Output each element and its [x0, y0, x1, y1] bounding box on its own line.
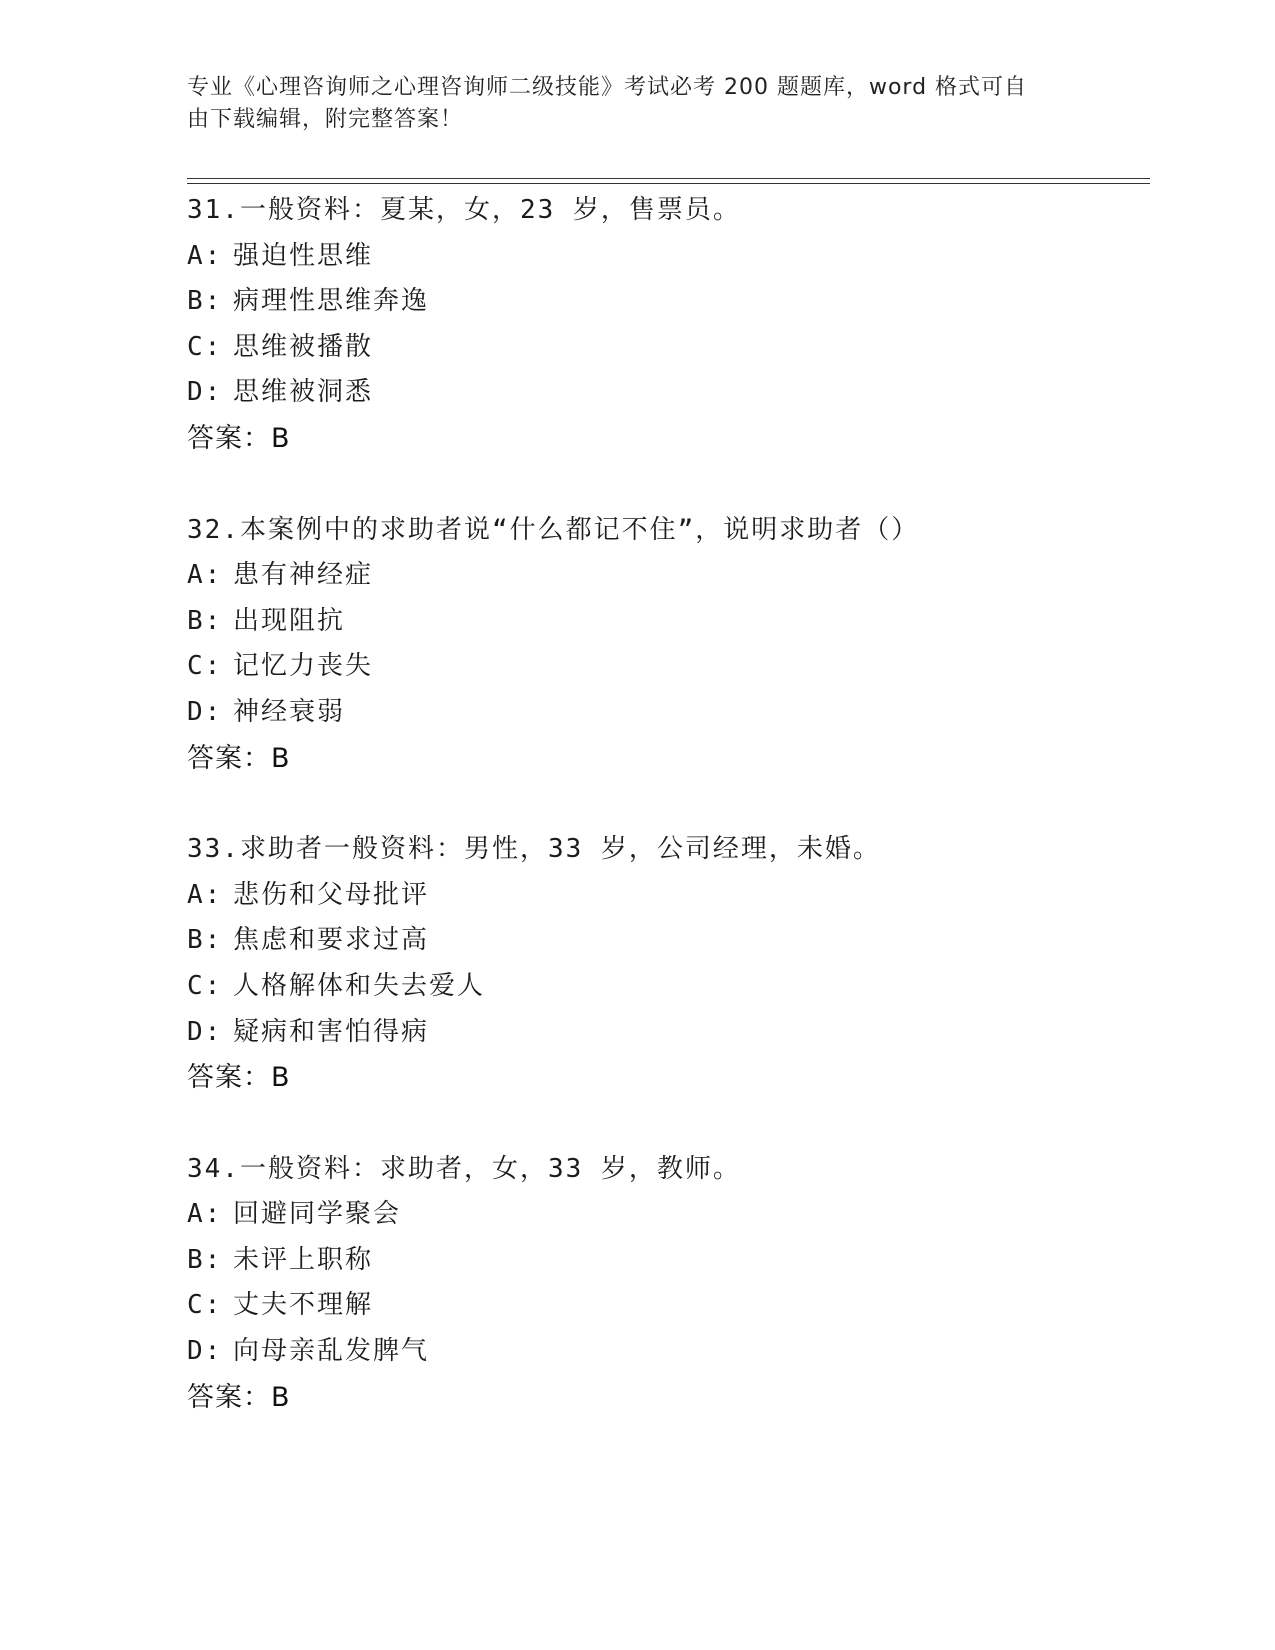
option-d [187, 690, 1187, 736]
option-text: 丈夫不理解 [233, 1290, 374, 1321]
option-a [187, 553, 1187, 599]
option-a [187, 234, 1187, 280]
option-c [187, 1283, 1187, 1329]
option-letter: D: [187, 377, 223, 408]
option-letter: B: [187, 1244, 223, 1275]
answer-line: 答案：B [187, 1062, 291, 1094]
option-letter: A: [187, 879, 223, 910]
question-title: 33.求助者一般资料：男性，33 岁，公司经理，未婚。 [187, 834, 881, 865]
option-b [187, 599, 1187, 645]
option-a [187, 1192, 1187, 1238]
option-text: 记忆力丧失 [233, 651, 374, 682]
question-31 [187, 188, 1187, 462]
question-33 [187, 827, 1187, 1101]
option-c [187, 964, 1187, 1010]
option-letter: D: [187, 1336, 223, 1367]
option-letter: C: [187, 331, 223, 362]
option-text: 焦虑和要求过高 [233, 925, 430, 956]
answer-line: 答案：B [187, 422, 291, 454]
question-title: 34.一般资料：求助者，女，33 岁，教师。 [187, 1153, 741, 1184]
option-d [187, 370, 1187, 416]
option-letter: B: [187, 925, 223, 956]
question-title: 31.一般资料：夏某，女，23 岁，售票员。 [187, 195, 741, 225]
document-header [187, 72, 1067, 136]
option-text: 思维被洞悉 [233, 377, 374, 408]
option-letter: A: [187, 240, 223, 271]
question-list [187, 188, 1187, 1466]
option-b [187, 279, 1187, 325]
question-32 [187, 508, 1187, 782]
option-text: 强迫性思维 [233, 240, 374, 271]
answer-line: 答案：B [187, 742, 291, 774]
option-text: 回避同学聚会 [233, 1199, 402, 1230]
option-text: 出现阻抗 [233, 605, 346, 636]
option-text: 疑病和害怕得病 [233, 1016, 430, 1047]
option-c [187, 325, 1187, 371]
option-text: 未评上职称 [233, 1244, 374, 1275]
question-34 [187, 1147, 1187, 1421]
option-letter: C: [187, 1290, 223, 1321]
option-text: 悲伤和父母批评 [233, 879, 430, 910]
header-divider-bottom [187, 183, 1150, 184]
option-b [187, 918, 1187, 964]
option-text: 病理性思维奔逸 [233, 286, 430, 317]
header-line-1: 专业《心理咨询师之心理咨询师二级技能》考试必考 200 题题库，word 格式可自 [187, 75, 1028, 100]
option-a [187, 873, 1187, 919]
option-d [187, 1329, 1187, 1375]
option-letter: D: [187, 696, 223, 727]
option-letter: C: [187, 651, 223, 682]
option-c [187, 644, 1187, 690]
option-text: 神经衰弱 [233, 696, 346, 727]
option-d [187, 1010, 1187, 1056]
option-text: 向母亲乱发脾气 [233, 1336, 430, 1367]
option-letter: B: [187, 605, 223, 636]
option-text: 人格解体和失去爱人 [233, 970, 486, 1001]
option-b [187, 1238, 1187, 1284]
option-letter: B: [187, 286, 223, 317]
option-letter: A: [187, 1199, 223, 1230]
option-letter: C: [187, 970, 223, 1001]
option-letter: D: [187, 1016, 223, 1047]
answer-line: 答案：B [187, 1381, 291, 1413]
question-title: 32.本案例中的求助者说“什么都记不住”，说明求助者（） [187, 514, 920, 545]
option-text: 患有神经症 [233, 560, 374, 591]
header-line-2: 由下载编辑，附完整答案！ [187, 107, 464, 132]
option-letter: A: [187, 560, 223, 591]
header-divider-top [187, 178, 1150, 179]
option-text: 思维被播散 [233, 331, 374, 362]
